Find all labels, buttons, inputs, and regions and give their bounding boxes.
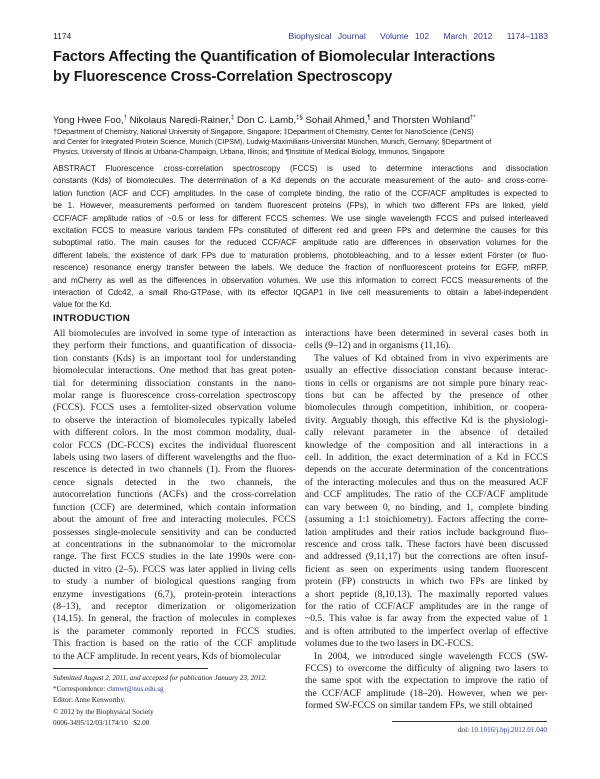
text-line: (8–13), and receptor dimerization or oligomerization — [53, 600, 296, 612]
text-line: All biomolecules are involved in some type of interaction as — [53, 328, 296, 339]
text-line: for the ratio of CCF/ACF amplitudes are in the range of — [305, 600, 548, 612]
page-number: 1174 — [53, 31, 72, 41]
text-line: rescence) resonance energy transfer between the labels. We deduce the fraction of nonfluorescent proteins for EGFP, mRFP, — [53, 263, 548, 273]
author-name: Nikolaus Naredi-Rainer, — [129, 115, 231, 127]
text-line: molar range is fluorescence cross-correlation spectroscopy — [53, 390, 296, 402]
author-mark: †* — [470, 115, 476, 121]
text-line: and CCF amplitudes. The ratio of the CCF/ACF amplitude — [305, 489, 548, 501]
text-line: labels using two lasers of different wavelengths and the fluo- — [53, 452, 296, 464]
text-line: CCF/ACF amplitude ratios of ~0.5 or less for different FCCS schemes. We use single wavelength FCCS and pulsed interleaved — [53, 213, 548, 223]
text-line: The values of Kd obtained from in vivo experiments are — [314, 352, 548, 364]
text-line: suboptimal ratio. The main causes for the reduced CCF/ACF amplitude ratio are differences in observation volumes for the — [53, 238, 548, 248]
text-line: with different colors. In the most common modality, dual- — [53, 427, 296, 439]
author-list — [53, 115, 476, 126]
text-line: to study a number of biological questions ranging from — [53, 576, 296, 588]
text-line: be 1. However, measurements performed on tandem fluorescent proteins (FPs), in which two different FPs are linked, yield — [53, 201, 548, 211]
doi-divider — [392, 721, 547, 722]
doi-label: doi: — [457, 726, 470, 734]
editor: Editor: Anne Kenworthy. — [53, 696, 126, 705]
text-line: they perform their functions, and quantification of dissocia- — [53, 340, 296, 352]
title-line: Factors Affecting the Quantification of Biomolecular Interactions — [53, 49, 496, 65]
text-line: ~0.5. This value is far away from the expected value of 1 — [305, 613, 548, 625]
text-line: In 2004, we introduced single wavelength FCCS (SW- — [314, 650, 548, 662]
text-line: ducted in vitro (2–5). FCCS was later applied in living cells — [53, 563, 296, 575]
right-column — [305, 328, 548, 713]
author-mark: ‡§ — [296, 115, 303, 121]
text-line: about the amount of free and interacting molecules. FCCS — [53, 514, 296, 526]
text-line: range. The first FCCS studies in the late 1990s were con- — [53, 551, 296, 563]
text-line: constants (Kds) of biomolecules. The determination of a Kd depends on the accurate measurement of the auto- and cross-corre- — [53, 176, 548, 186]
text-line: formed SW-FCCS on similar tandem FPs, we still obtained — [305, 700, 533, 712]
text-line: function (CCF) are determined, which contain information — [53, 501, 296, 513]
text-line: and mCherry as well as the differences in observation volumes. We use this information to correct FCCS measurements of the — [53, 275, 548, 285]
text-line: autocorrelation functions (ACFs) and the cross-correlation — [53, 489, 296, 501]
author-mark: ¶ — [367, 115, 371, 121]
text-line: lation amplitudes and their ratios include background fluo- — [305, 526, 548, 538]
text-line: to observe the interaction of biomolecules typically labeled — [53, 414, 296, 426]
author-name: Sohail Ahmed, — [305, 115, 368, 127]
text-line: and is often attributed to the imperfect overlap of effective — [305, 625, 548, 637]
title-line: by Fluorescence Cross-Correlation Spectroscopy — [53, 69, 393, 85]
issn: 0006-3495/12/03/1174/10 $2.00 — [53, 718, 150, 727]
journal-volume: Volume 102 — [380, 31, 430, 41]
journal-name[interactable]: Biophysical Journal — [288, 31, 366, 41]
text-line: can vary between 0, no binding, and 1, complete binding — [305, 501, 548, 513]
text-line: biomolecules through competition, inhibition, or coopera- — [305, 402, 548, 414]
text-line: cell. In addition, the exact determination of a Kd in FCCS — [305, 452, 548, 464]
text-line: ficient as seen on experiments using tandem fluorescent — [305, 563, 548, 575]
copyright: © 2012 by the Biophysical Society — [53, 707, 154, 716]
text-line: knowledge of the composition and all interactions in a — [305, 439, 548, 451]
text-line: biomolecular interactions. One method that has great poten- — [53, 365, 296, 377]
abstract — [53, 163, 548, 312]
doi-link[interactable]: 10.1016/j.bpj.2012.01.040 — [470, 726, 547, 734]
text-line: FCCS) to overcome the difficulty of aligning two lasers to — [305, 662, 548, 674]
text-line: ABSTRACT Fluorescence cross-correlation spectroscopy (FCCS) is used to determine interactions and dissociation — [53, 164, 548, 173]
affiliation-line: †Department of Chemistry, National University of Singapore, Singapore; ‡Department of Chemistry, Center for NanoScience (CeNS) — [53, 127, 474, 136]
text-line: This fraction is based on the ratio of the CCF amplitude — [53, 638, 296, 650]
correspondence-email-link[interactable]: chmwt@nus.edu.sg — [107, 685, 164, 694]
text-line: (FCCS). FCCS uses a femtoliter-sized observation volume — [53, 402, 296, 414]
text-line: and addressed (9,11,17) but the corrections are often insuf- — [305, 551, 548, 563]
text-line: lation function (ACF and CCF) amplitudes. In the case of complete binding, the ratio of the CCF/ACF amplitudes is expected to — [53, 188, 548, 198]
section-heading: INTRODUCTION — [53, 313, 131, 324]
author-mark: ‡ — [230, 115, 235, 121]
text-line: interaction of Cdc42, a small Rho-GTPase, with its effector IQGAP1 in live cell measurements to obtain a label-independent — [53, 288, 548, 298]
author-name: and Thorsten Wohland — [373, 115, 470, 127]
author-mark: † — [123, 115, 127, 121]
footnote-divider — [53, 668, 208, 669]
text-line: at concentrations in the subnanomolar to the micromolar — [53, 538, 296, 550]
text-line: to the ACF amplitude. In recent years, Kds of biomolecular — [53, 650, 281, 662]
text-line: different labels, the existence of dark FPs due to maturation problems, photobleaching, and to a lesser extent Förster (or fluo- — [53, 250, 548, 260]
paper-title — [53, 47, 495, 87]
doi — [458, 726, 547, 734]
text-line: volumes due to the two lasers in DC-FCCS. — [305, 638, 474, 650]
text-line: tions but can be affected by the presence of other — [305, 390, 548, 402]
affiliations — [53, 127, 553, 156]
affiliation-line: and Center for Integrated Protein Science, Munich (CIPSM), Ludwig-Maximilians-Universität München, Munich, Germany; §Department of — [53, 136, 492, 146]
text-line: a short peptide (8,10,13). The maximally reported values — [305, 588, 548, 600]
text-line: tial for determining dissociation constants in the nano- — [53, 377, 296, 389]
text-line: depends on the accurate determination of the concentrations — [305, 464, 548, 476]
text-line: interactions have been determined in several cases both in — [305, 328, 548, 339]
journal-header — [281, 31, 548, 41]
journal-pages: 1174–1183 — [506, 31, 548, 41]
text-line: tions in cells or organisms are not simple pure binary reac- — [305, 377, 548, 389]
text-line: cally relevant parameter in the absence of detailed — [305, 427, 548, 439]
text-line: is the parameter commonly reported in FCCS studies. — [53, 625, 296, 637]
text-line: protein (FP) constructs in which two FPs are linked by — [305, 576, 548, 588]
correspondence — [53, 684, 267, 695]
text-line: excitation FCCS to measure various tandem FPs constituted of different red and green FPs and determine the causes for this — [53, 226, 548, 236]
text-line: rescence is detected in two channels (1). From the fluores- — [53, 464, 296, 476]
text-line: tivity. Arguably though, this effective Kd is the physiologi- — [305, 414, 548, 426]
left-column — [53, 328, 296, 663]
author-name: Don C. Lamb, — [236, 115, 297, 127]
text-line: usually an effective dissociation constant because interac- — [305, 365, 548, 377]
text-line: value for the Kd. — [53, 300, 112, 310]
text-line: cence signals detected in the two channels, the — [53, 476, 296, 488]
text-line: (assuming a 1:1 stoichiometry). Factors affecting the corre- — [305, 514, 548, 526]
author-name: Yong Hwee Foo, — [53, 115, 124, 127]
affiliation-line: Physics, University of Illinois at Urbana-Champaign, Urbana, Illinois; and ¶Institute of Medical Biology, Immunos, Singapore — [53, 146, 445, 156]
correspondence-label: *Correspondence: — [53, 685, 106, 694]
text-line: tion constants (Kds) is an important tool for understanding — [53, 352, 296, 364]
text-line: possesses single-molecule sensitivity and can be conducted — [53, 526, 296, 538]
text-line: (14,15). In general, the fraction of molecules in complexes — [53, 613, 296, 625]
text-line: enzyme investigations (6,7), protein-protein interactions — [53, 588, 296, 600]
text-line: color FCCS (DC-FCCS) excites the individual fluorescent — [53, 439, 296, 451]
text-line: cells (9–12) and in organisms (11,16). — [305, 340, 451, 352]
journal-date: March 2012 — [443, 31, 493, 41]
text-line: rescence and cross talk. These factors have been discussed — [305, 538, 548, 550]
submission-dates: Submitted August 2, 2011, and accepted for publication January 23, 2012. — [53, 674, 267, 682]
text-line: of the interacting molecules and thus on the measured ACF — [305, 476, 548, 488]
footnotes — [53, 673, 267, 729]
text-line: the same spot with the expectation to improve the ratio of — [305, 675, 548, 687]
text-line: the CCF/ACF amplitude (18–20). However, when we per- — [305, 687, 548, 699]
